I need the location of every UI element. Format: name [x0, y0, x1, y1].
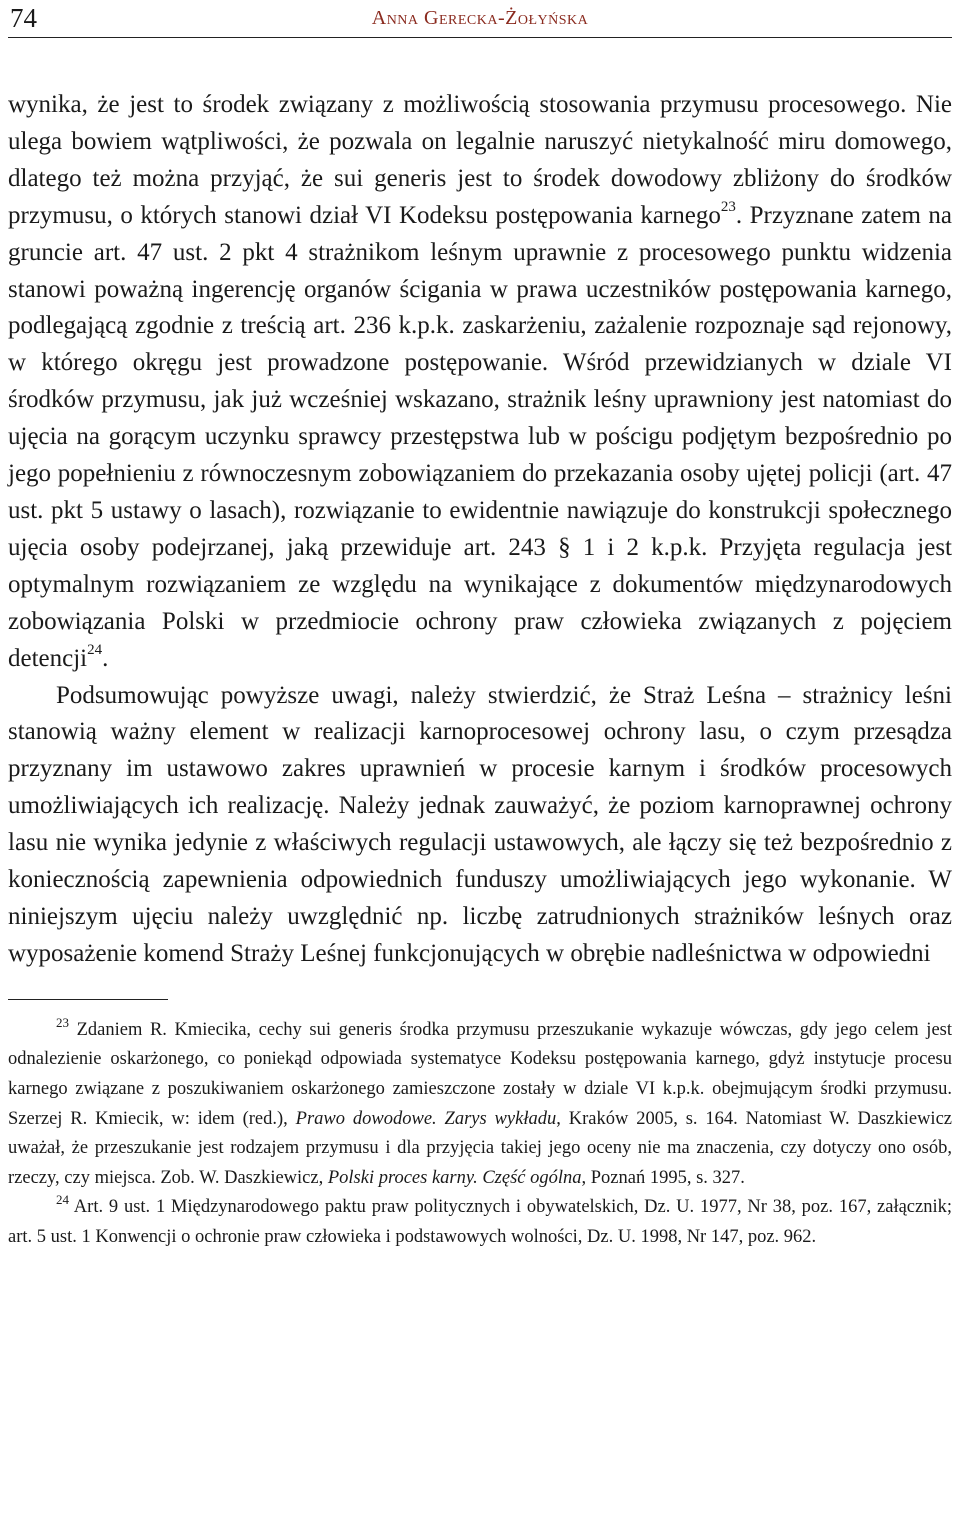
footnote-23-part-a: Zdaniem R. Kmiecika, cechy sui generis środka przymusu przeszukanie wykazuje wówczas, gdy jego celem jest odnalezienie oskarżonego, co poniekąd odpowiada systematyce Kodeksu postępowania karnego, gdyż instytucje procesu karnego związane z poszukiwaniem oskarżonego zamieszczone zostały w dziale VI k.p.k. obejmującym środki przymusu. Szerzej R. Kmiecik, w: idem (red.),	[8, 1019, 952, 1129]
footnote-ref-24[interactable]: 24	[87, 642, 103, 659]
page-number: 74	[10, 3, 37, 33]
footnote-23-title-2: Polski proces karny. Część ogólna	[327, 1167, 582, 1188]
paragraph-1-part-b: . Przyznane zatem na gruncie art. 47 ust. 2 pkt 4 strażnikom leśnym uprawnie z procesowego punktu widzenia stanowi poważną ingerencję organów ścigania w prawa uczestników postępowania karnego, podlegającą zgodnie z treścią art. 236 k.p.k. zaskarżeniu, zażalenie rozpoznaje sąd rejonowy, w którego okręgu jest prowadzone postępowanie. Wśród przewidzianych w dziale VI środków przymusu, jak już wcześniej wskazano, strażnik leśny uprawniony jest natomiast do ujęcia na gorącym uczynku sprawcy przestępstwa lub w pościgu podjętym bezpośrednio po jego popełnieniu z równoczesnym zobowiązaniem do przekazania osoby ujętej policji (art. 47 ust. pkt 5 ustawy o lasach), rozwiązanie to ewidentnie nawiązuje do konstrukcji społecznego ujęcia osoby podejrzanej, jaką przewiduje art. 243 § 1 i 2 k.p.k. Przyjęta regulacja jest optymalnym rozwiązaniem ze względu na wynikające z dokumentów międzynarodowych zobowiązania Polski w przedmiocie ochrony praw człowieka związanych z pojęciem detencji	[8, 201, 952, 672]
paragraph-1-part-c: .	[102, 644, 109, 672]
running-title: Anna Gerecka-Żołyńska	[371, 7, 589, 29]
footnote-23-part-c: , Poznań 1995, s. 327.	[581, 1167, 745, 1188]
main-text	[8, 87, 952, 973]
footnote-24-text: Art. 9 ust. 1 Międzynarodowego paktu praw politycznych i obywatelskich, Dz. U. 1977, Nr 38, poz. 167, załącznik; art. 5 ust. 1 Konwencji o ochronie praw człowieka i podstawowych wolności, Dz. U. 1998, Nr 147, poz. 962.	[8, 1197, 952, 1247]
footnote-23-part-b: , Kraków 2005, s. 164. Natomiast W. Daszkiewicz uważał, że przeszukanie jest rodzajem przymusu i dla przyjęcia takiej jego oceny nie ma znaczenia, czy dotyczy ono osób, rzeczy, czy miejsca. Zob. W. Daszkiewicz,	[8, 1108, 952, 1188]
footnotes	[8, 1016, 952, 1253]
footnote-number-23: 23	[56, 1014, 69, 1030]
footnote-number-24: 24	[56, 1192, 69, 1208]
footnote-23-title-1: Prawo dowodowe. Zarys wykładu	[295, 1108, 557, 1129]
paragraph-2: Podsumowując powyższe uwagi, należy stwierdzić, że Straż Leśna – strażnicy leśni stanowią ważny element w realizacji karnoprocesowej ochrony lasu, o czym przesądza przyznany im ustawowo zakres uprawnień w procesie karnym i środków procesowych umożliwiających ich realizację. Należy jednak zauważyć, że poziom karnoprawnej ochrony lasu nie wynika jedynie z właściwych regulacji ustawowych, ale łączy się też bezpośrednio z koniecznością zapewnienia odpowiednich funduszy umożliwiających jego wykonanie. W niniejszym ujęciu należy uwzględnić np. liczbę zatrudnionych strażników leśnych oraz wyposażenie komend Straży Leśnej funkcjonujących w obrębie nadleśnictwa w odpowiedni	[8, 681, 952, 967]
footnote-separator	[8, 999, 168, 1000]
paragraph-1-part-a: wynika, że jest to środek związany z możliwością stosowania przymusu procesowego. Nie ulega bowiem wątpliwości, że pozwala on legalnie naruszyć nietykalność miru domowego, dlatego też można przyjąć, że sui generis jest to środek dowodowy zbliżony do środków przymusu, o których stanowi dział VI Kodeksu postępowania karnego	[8, 91, 952, 229]
paragraph-1	[8, 87, 952, 678]
footnote-23	[8, 1016, 952, 1194]
footnote-24	[8, 1193, 952, 1252]
footnote-ref-23[interactable]: 23	[720, 199, 736, 216]
running-header	[8, 0, 952, 38]
